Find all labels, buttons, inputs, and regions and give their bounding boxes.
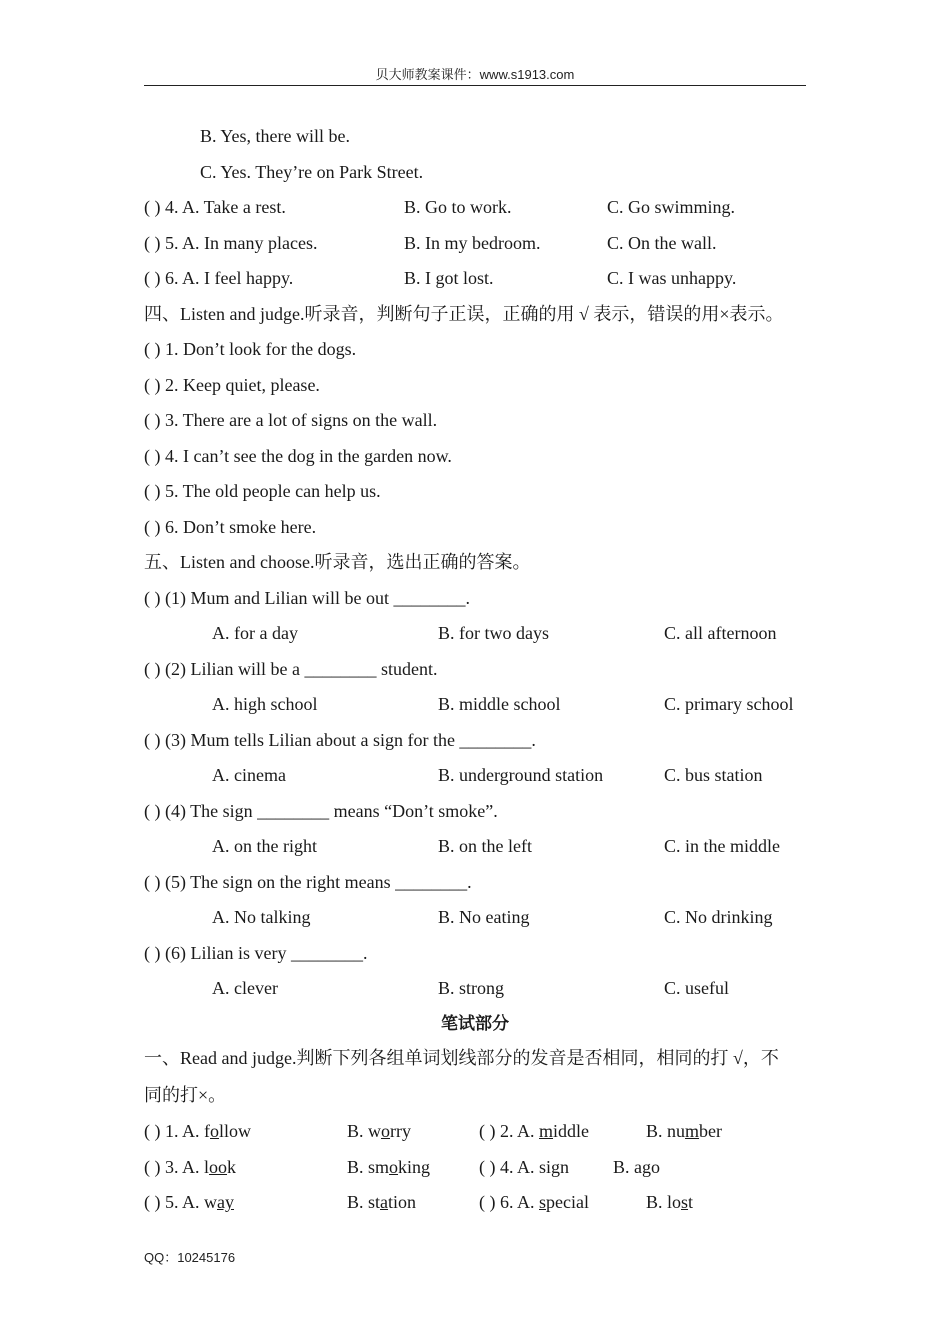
phonics-question-4: ( ) 4. A. sign [479, 1157, 569, 1177]
section-5-title: 五、Listen and choose.听录音，选出正确的答案。 [144, 552, 531, 572]
header-divider [144, 85, 806, 86]
question-4-option-c: C. Go swimming. [607, 197, 736, 217]
section-4-title: 四、Listen and judge.听录音，判断句子正误，正确的用 √ 表示，错误的用×表示。 [144, 304, 784, 324]
choose-5-option-a: A. No talking [212, 907, 311, 927]
judge-item-3: ( ) 3. There are a lot of signs on the wall. [144, 410, 438, 430]
judge-item-4: ( ) 4. I can’t see the dog in the garden now. [144, 446, 452, 466]
choose-1-option-a: A. for a day [212, 623, 298, 643]
option-b-yes-there-will-be: B. Yes, there will be. [200, 126, 350, 146]
choose-4-option-c: C. in the middle [664, 836, 780, 856]
phonics-2-option-b: B. number [646, 1121, 723, 1141]
choose-1-option-c: C. all afternoon [664, 623, 777, 643]
choose-1-option-b: B. for two days [438, 623, 549, 643]
question-6-option-c: C. I was unhappy. [607, 268, 737, 288]
phonics-4-option-b: B. ago [613, 1157, 660, 1177]
option-c-park-street: C. Yes. They’re on Park Street. [200, 162, 424, 182]
question-5-option-c: C. On the wall. [607, 233, 717, 253]
choose-6-option-b: B. strong [438, 978, 505, 998]
phonics-3-option-b: B. smoking [347, 1157, 431, 1177]
phonics-question-6: ( ) 6. A. special [479, 1192, 589, 1212]
choose-4-option-a: A. on the right [212, 836, 317, 856]
choose-question-4: ( ) (4) The sign ________ means “Don’t smoke”. [144, 801, 498, 821]
choose-3-option-b: B. underground station [438, 765, 604, 785]
written-part-title: 笔试部分 [441, 1014, 509, 1034]
phonics-6-option-b: B. lost [646, 1192, 694, 1212]
question-6: ( ) 6. A. I feel happy. [144, 268, 294, 288]
judge-item-6: ( ) 6. Don’t smoke here. [144, 517, 317, 537]
page-header: 贝大师教案课件：www.s1913.com [375, 67, 575, 82]
choose-3-option-c: C. bus station [664, 765, 763, 785]
question-4-option-b: B. Go to work. [404, 197, 512, 217]
choose-question-6: ( ) (6) Lilian is very ________. [144, 943, 368, 963]
choose-6-option-a: A. clever [212, 978, 278, 998]
question-4: ( ) 4. A. Take a rest. [144, 197, 286, 217]
choose-question-1: ( ) (1) Mum and Lilian will be out ________. [144, 588, 470, 608]
choose-5-option-b: B. No eating [438, 907, 530, 927]
choose-5-option-c: C. No drinking [664, 907, 773, 927]
phonics-question-1: ( ) 1. A. follow [144, 1121, 252, 1141]
phonics-5-option-b: B. station [347, 1192, 417, 1212]
question-6-option-b: B. I got lost. [404, 268, 494, 288]
choose-2-option-c: C. primary school [664, 694, 794, 714]
choose-6-option-c: C. useful [664, 978, 729, 998]
choose-question-2: ( ) (2) Lilian will be a ________ student. [144, 659, 438, 679]
page-footer: QQ：10245176 [144, 1250, 236, 1265]
written-instruction-line-1: 一、Read and judge.判断下列各组单词划线部分的发音是否相同，相同的打 √，不 [144, 1048, 779, 1068]
phonics-question-5: ( ) 5. A. way [144, 1192, 234, 1212]
choose-question-3: ( ) (3) Mum tells Lilian about a sign for the ________. [144, 730, 536, 750]
phonics-question-3: ( ) 3. A. look [144, 1157, 237, 1177]
choose-4-option-b: B. on the left [438, 836, 532, 856]
phonics-question-2: ( ) 2. A. middle [479, 1121, 590, 1141]
judge-item-2: ( ) 2. Keep quiet, please. [144, 375, 320, 395]
choose-2-option-a: A. high school [212, 694, 318, 714]
choose-3-option-a: A. cinema [212, 765, 286, 785]
judge-item-5: ( ) 5. The old people can help us. [144, 481, 381, 501]
choose-question-5: ( ) (5) The sign on the right means ________. [144, 872, 472, 892]
judge-item-1: ( ) 1. Don’t look for the dogs. [144, 339, 357, 359]
question-5-option-b: B. In my bedroom. [404, 233, 541, 253]
choose-2-option-b: B. middle school [438, 694, 561, 714]
phonics-1-option-b: B. worry [347, 1121, 412, 1141]
question-5: ( ) 5. A. In many places. [144, 233, 318, 253]
written-instruction-line-2: 同的打×。 [144, 1085, 227, 1105]
